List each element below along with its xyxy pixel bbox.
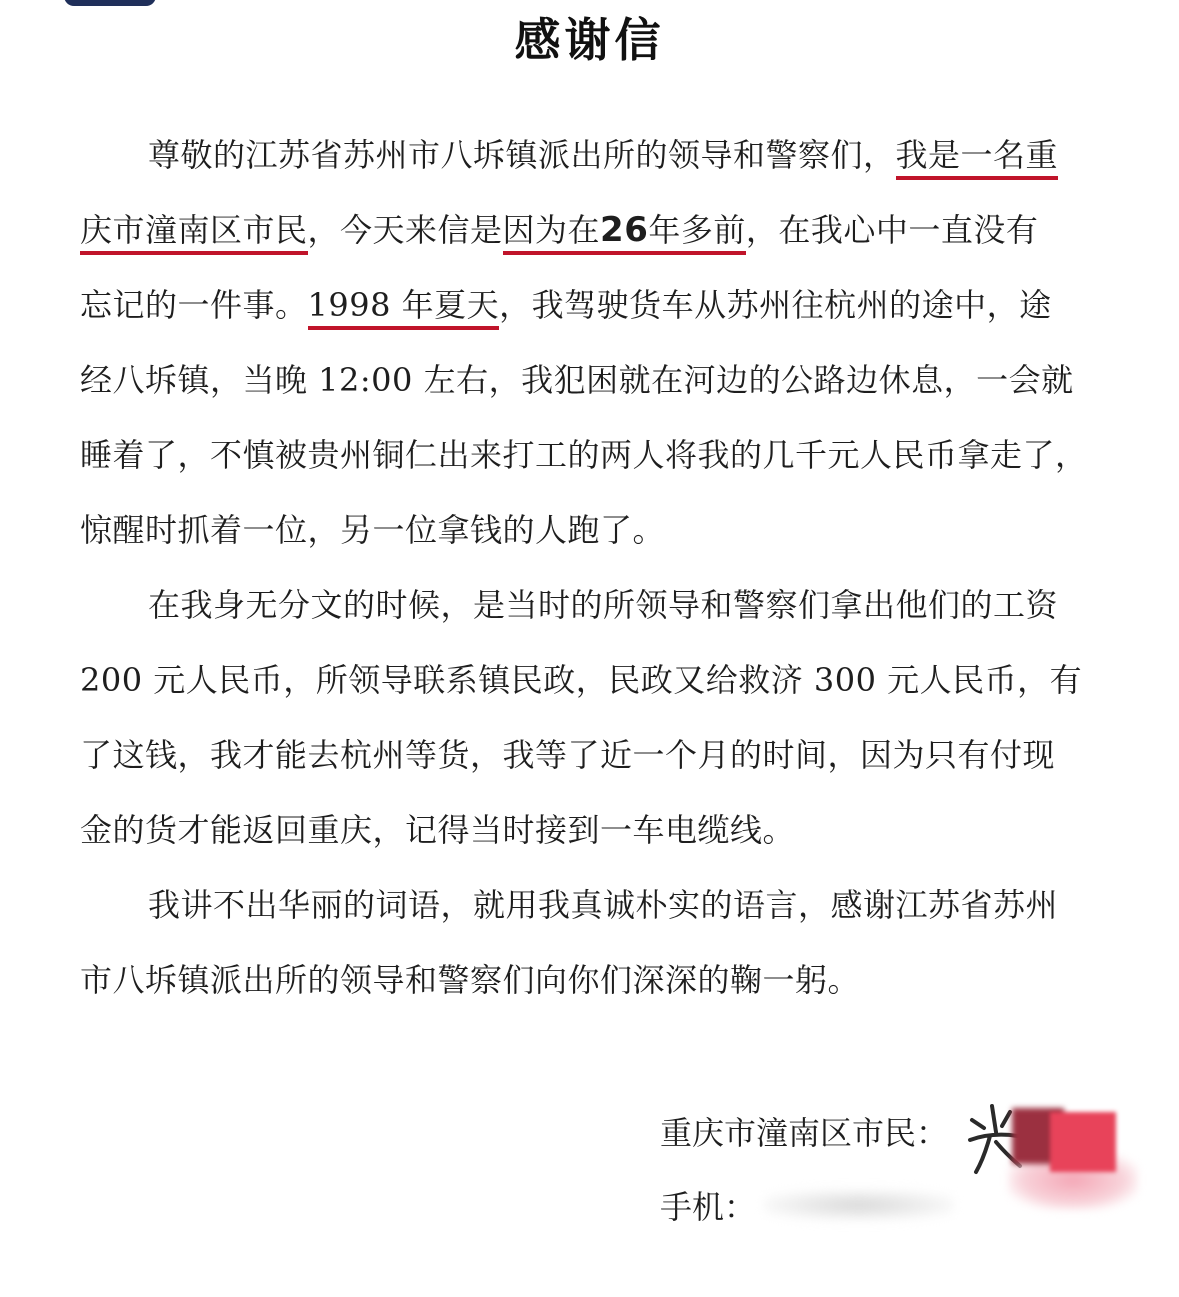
- text-segment: 年多前: [648, 211, 746, 249]
- citizen-label: 重庆市潼南区市民：: [660, 1114, 949, 1152]
- letter-title: 感谢信: [514, 13, 665, 67]
- underlined-text: 1998 年夏天: [308, 286, 500, 330]
- para2-line3: 了这钱，我才能去杭州等货，我等了近一个月的时间，因为只有付现: [80, 736, 1056, 774]
- para1-line1: [148, 130, 1058, 180]
- underlined-text: 庆市潼南区市民: [80, 211, 308, 255]
- para1-line6: 惊醒时抓着一位，另一位拿钱的人跑了。: [80, 511, 666, 549]
- redaction-block: [1050, 1112, 1116, 1172]
- para3-line1: 我讲不出华丽的词语，就用我真诚朴实的语言，感谢江苏省苏州: [148, 886, 1059, 924]
- text-segment: ，我驾驶货车从苏州往杭州的途中，途: [499, 286, 1052, 324]
- phone-redaction-blur: [764, 1190, 954, 1220]
- text-segment: 尊敬的江苏省苏州市八坼镇派出所的领导和警察们，: [148, 136, 896, 174]
- para3-line2: 市八坼镇派出所的领导和警察们向你们深深的鞠一躬。: [80, 961, 861, 999]
- para1-line4: 经八坼镇，当晚 12:00 左右，我犯困就在河边的公路边休息，一会就: [80, 361, 1074, 399]
- text-segment: 因为在: [502, 211, 601, 249]
- text-segment: ，今天来信是: [307, 211, 503, 249]
- underlined-text: [503, 211, 746, 255]
- emphasis-number: 26: [600, 210, 649, 250]
- para1-line5: 睡着了，不慎被贵州铜仁出来打工的两人将我的几千元人民币拿走了，: [80, 436, 1088, 474]
- text-segment: ，在我心中一直没有: [745, 211, 1039, 249]
- para1-line3: [80, 280, 1052, 330]
- phone-label: 手机：: [660, 1188, 757, 1226]
- para2-line4: 金的货才能返回重庆，记得当时接到一车电缆线。: [80, 811, 796, 849]
- text-segment: 忘记的一件事。: [80, 286, 308, 324]
- underlined-text: 我是一名重: [896, 136, 1059, 180]
- para2-line2: 200 元人民币，所领导联系镇民政，民政又给救济 300 元人民币，有: [80, 661, 1083, 699]
- para2-line1: 在我身无分文的时候，是当时的所领导和警察们拿出他们的工资: [148, 586, 1059, 624]
- para1-line2: [80, 205, 1038, 255]
